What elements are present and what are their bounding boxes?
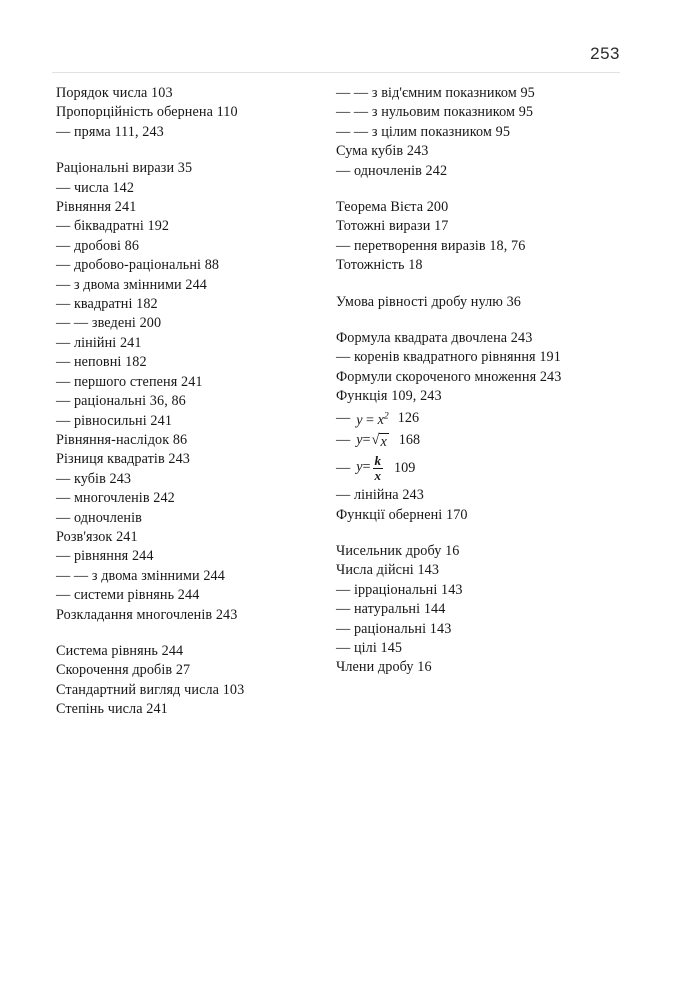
- index-group: [56, 84, 326, 142]
- index-entry: Чисельник дробу 16: [336, 543, 460, 560]
- index-subentry: — рівносильні 241: [56, 412, 326, 431]
- index-entry: Умова рівності дробу нулю 36: [336, 293, 521, 310]
- index-entry: Члени дробу 16: [336, 659, 432, 676]
- index-subentry: — ірраціональні 143: [336, 581, 630, 600]
- index-column-left: [0, 84, 336, 720]
- index-subentry: — раціональні 36, 86: [56, 392, 326, 411]
- index-subentry: — дробові 86: [56, 237, 326, 256]
- index-group: [336, 329, 630, 525]
- index-group: [56, 642, 326, 720]
- index-entry: Різниця квадратів 243: [56, 451, 190, 468]
- index-subentry: — коренів квадратного рівняння 191: [336, 348, 630, 367]
- index-entry: Розкладання многочленів 243: [56, 606, 238, 623]
- index-subentry: — — зведені 200: [56, 314, 326, 333]
- entry-page-number: 168: [398, 431, 421, 448]
- index-column-right: [336, 84, 690, 678]
- index-entry: Раціональні вирази 35: [56, 160, 193, 177]
- index-subentry: — — з двома змінними 244: [56, 567, 326, 586]
- index-group: [336, 542, 630, 678]
- index-group: [336, 84, 630, 181]
- index-entry-math: [336, 407, 630, 431]
- index-entry: Числа дійсні 143: [336, 562, 440, 579]
- index-subentry: — одночленів 242: [336, 162, 630, 181]
- index-entry: Стандартний вигляд числа 103: [56, 681, 245, 698]
- index-subentry: — перетворення виразів 18, 76: [336, 237, 630, 256]
- index-group: [56, 159, 326, 625]
- index-subentry: — раціональні 143: [336, 620, 630, 639]
- index-entry: Тотожні вирази 17: [336, 218, 449, 235]
- entry-dash: —: [336, 431, 351, 448]
- index-subentry: — кубів 243: [56, 470, 326, 489]
- index-subentry: — цілі 145: [336, 639, 630, 658]
- index-entry: Сума кубів 243: [336, 143, 429, 160]
- index-entry-math: [336, 450, 630, 486]
- entry-page-number: 126: [397, 410, 420, 427]
- math-expression: $y = x^2$: [356, 410, 389, 429]
- index-subentry: — лінійна 243: [336, 486, 630, 505]
- page-header: [52, 44, 620, 74]
- index-entry: Функції обернені 170: [336, 506, 468, 523]
- index-entry: Теорема Вієта 200: [336, 199, 449, 216]
- index-entry: Формули скороченого множення 243: [336, 368, 562, 385]
- index-subentry: — — з цілим показником 95: [336, 123, 630, 142]
- index-subentry: — пряма 111, 243: [56, 123, 326, 142]
- index-subentry: — системи рівнянь 244: [56, 586, 326, 605]
- index-subentry: — натуральні 144: [336, 600, 630, 619]
- index-subentry: — дробово-раціональні 88: [56, 256, 326, 275]
- index-subentry: — — з нульовим показником 95: [336, 103, 630, 122]
- index-columns: [0, 84, 690, 720]
- index-entry: Тотожність 18: [336, 257, 423, 274]
- index-entry: Система рівнянь 244: [56, 642, 184, 659]
- index-entry: Порядок числа 103: [56, 85, 173, 101]
- math-expression: y= $\frac{k}{x}$: [356, 453, 382, 483]
- index-subentry: — числа 142: [56, 179, 326, 198]
- index-entry: Рівняння-наслідок 86: [56, 431, 188, 448]
- index-group: [336, 198, 630, 276]
- index-subentry: — з двома змінними 244: [56, 276, 326, 295]
- page-number: 253: [590, 44, 620, 63]
- index-subentry: — одночленів: [56, 509, 326, 528]
- index-subentry: — рівняння 244: [56, 547, 326, 566]
- index-subentry: — лінійні 241: [56, 334, 326, 353]
- index-entry: Пропорційність обернена 110: [56, 104, 238, 121]
- index-subentry: — неповні 182: [56, 353, 326, 372]
- entry-dash: —: [336, 410, 351, 427]
- index-subentry: — квадратні 182: [56, 295, 326, 314]
- index-subentry: — — з від'ємним показником 95: [336, 84, 630, 103]
- index-subentry: — многочленів 242: [56, 489, 326, 508]
- index-subentry: — біквадратні 192: [56, 217, 326, 236]
- entry-page-number: 109: [394, 459, 416, 476]
- index-entry: Скорочення дробів 27: [56, 662, 191, 679]
- header-divider: [52, 72, 620, 73]
- index-entry: Розв'язок 241: [56, 528, 138, 545]
- index-subentry: — першого степеня 241: [56, 373, 326, 392]
- math-expression: y= √ x: [356, 431, 387, 450]
- index-entry: Степінь числа 241: [56, 701, 168, 718]
- index-entry-math: [336, 431, 630, 450]
- index-entry: Функція 109, 243: [336, 388, 442, 405]
- index-entry: Рівняння 241: [56, 199, 137, 216]
- index-group: [336, 293, 630, 312]
- entry-dash: —: [336, 459, 351, 476]
- index-entry: Формула квадрата двочлена 243: [336, 330, 533, 347]
